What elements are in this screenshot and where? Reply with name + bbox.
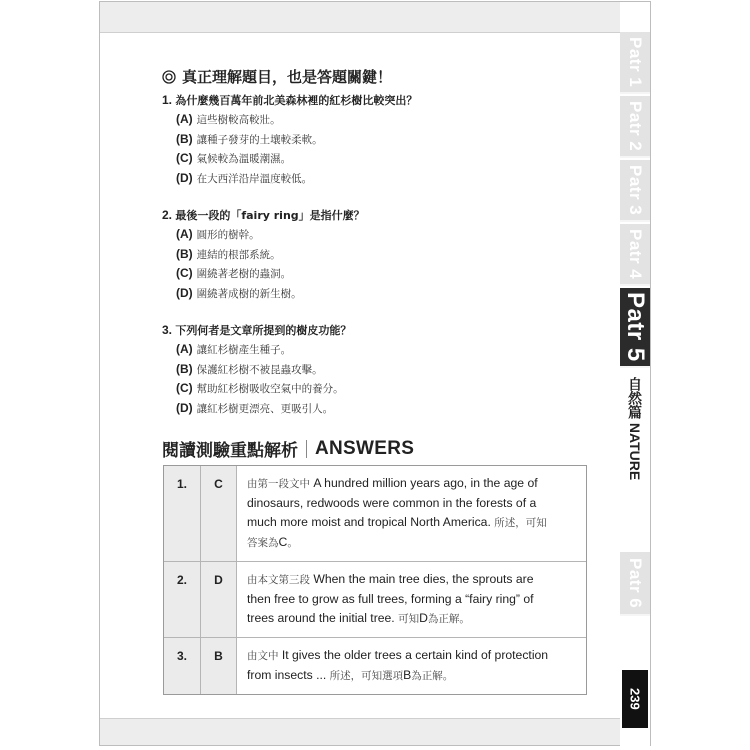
answers-title-en: ANSWERS bbox=[315, 437, 415, 459]
explanation-line bbox=[247, 494, 578, 513]
option-text: 在大西洋沿岸溫度較低。 bbox=[196, 172, 313, 185]
option-item bbox=[162, 264, 592, 284]
answers-table bbox=[163, 465, 587, 695]
chapter-tab: Patr 4 bbox=[620, 224, 650, 286]
question-block bbox=[162, 321, 592, 418]
option-letter: (D) bbox=[176, 170, 193, 185]
explanation-zh: 為正解。 bbox=[411, 670, 454, 682]
explanation-en: A hundred million years ago, in the age of bbox=[313, 476, 538, 490]
option-letter: (D) bbox=[176, 285, 193, 300]
chapter-tab: Patr 2 bbox=[620, 96, 650, 158]
question-number: 3. bbox=[162, 323, 176, 337]
explanation-en: dinosaurs, redwoods were common in the forests of a bbox=[247, 496, 537, 510]
option-item bbox=[162, 379, 592, 399]
answer-row bbox=[164, 466, 586, 562]
explanation-en: trees around the initial tree. bbox=[247, 611, 399, 625]
answer-number: 3. bbox=[164, 638, 200, 694]
question-body: 下列何者是文章所提到的樹皮功能？ bbox=[175, 324, 352, 337]
option-text: 圍繞著老樹的蟲洞。 bbox=[196, 268, 292, 280]
option-text: 圍繞著成樹的新生樹。 bbox=[196, 287, 302, 300]
option-letter: (C) bbox=[176, 381, 193, 395]
answer-row bbox=[164, 638, 586, 694]
option-item bbox=[162, 360, 592, 380]
explanation-line bbox=[247, 646, 578, 666]
question-text bbox=[162, 206, 592, 225]
question-number: 1. bbox=[162, 93, 176, 107]
explanation-zh: 為正解。 bbox=[427, 613, 470, 625]
title-divider bbox=[306, 440, 307, 458]
option-text: 讓紅杉樹更漂亮、更吸引人。 bbox=[196, 402, 334, 415]
option-letter: (A) bbox=[176, 342, 193, 356]
option-item bbox=[162, 399, 592, 419]
explanation-en: C bbox=[278, 535, 288, 549]
option-text: 幫助紅杉樹吸收空氣中的養分。 bbox=[196, 383, 344, 395]
answer-number: 1. bbox=[164, 466, 200, 561]
explanation-en: from insects ... bbox=[247, 668, 330, 682]
option-letter: (B) bbox=[176, 131, 193, 146]
explanation-en: much more moist and tropical North America. bbox=[247, 515, 495, 529]
section-heading-text: 真正理解題目，也是答題關鍵！ bbox=[182, 68, 393, 86]
explanation-line bbox=[247, 666, 578, 686]
option-text: 讓紅杉樹產生種子。 bbox=[196, 344, 292, 356]
explanation-zh: 。 bbox=[287, 537, 298, 549]
option-item bbox=[162, 149, 592, 169]
explanation-line bbox=[247, 590, 578, 609]
question-text bbox=[162, 91, 592, 110]
option-text: 讓種子發芽的土壤較柔軟。 bbox=[196, 133, 323, 146]
answer-explanation bbox=[236, 466, 586, 561]
option-item bbox=[162, 340, 592, 360]
explanation-zh: 可知 bbox=[398, 613, 420, 625]
answer-letter: D bbox=[200, 562, 236, 637]
answer-number: 2. bbox=[164, 562, 200, 637]
explanation-zh: 所述，可知選項 bbox=[329, 670, 404, 682]
explanation-zh: 所述，可知 bbox=[494, 517, 547, 529]
option-item bbox=[162, 284, 592, 304]
question-block bbox=[162, 91, 592, 188]
option-text: 這些樹較高較壯。 bbox=[196, 114, 281, 126]
page-number: 239 bbox=[622, 670, 648, 728]
explanation-en: D bbox=[419, 611, 428, 625]
answer-explanation bbox=[236, 638, 586, 694]
answers-title bbox=[162, 436, 414, 461]
option-letter: (D) bbox=[176, 400, 193, 415]
chapter-tab: Patr 1 bbox=[620, 32, 650, 94]
question-number: 2. bbox=[162, 208, 176, 222]
answer-row bbox=[164, 562, 586, 638]
explanation-en: then free to grow as full trees, forming a “fairy ring” of bbox=[247, 592, 534, 606]
option-text: 圓形的樹幹。 bbox=[196, 229, 260, 241]
answer-letter: B bbox=[200, 638, 236, 694]
chapter-tab: Patr 6 bbox=[620, 552, 650, 616]
tab-section-label: 自然篇 NATURE bbox=[627, 377, 643, 481]
page-bottom-band bbox=[100, 718, 620, 745]
answers-title-zh: 閱讀測驗重點解析 bbox=[162, 441, 298, 461]
answer-letter: C bbox=[200, 466, 236, 561]
option-text: 氣候較為溫暖潮濕。 bbox=[196, 153, 292, 165]
question-body: 最後一段的「fairy ring」是指什麼？ bbox=[175, 209, 365, 222]
explanation-zh: 由本文第三段 bbox=[247, 574, 314, 586]
option-text: 連結的根部系統。 bbox=[196, 248, 281, 261]
explanation-en: B bbox=[403, 668, 412, 682]
explanation-en: When the main tree dies, the sprouts are bbox=[313, 572, 534, 586]
explanation-zh: 由文中 bbox=[247, 650, 282, 662]
explanation-line bbox=[247, 533, 578, 553]
option-item bbox=[162, 225, 592, 245]
explanation-line bbox=[247, 609, 578, 629]
option-letter: (C) bbox=[176, 151, 193, 165]
question-body: 為什麼幾百萬年前北美森林裡的紅杉樹比較突出？ bbox=[175, 94, 418, 107]
explanation-zh: 答案為 bbox=[247, 537, 279, 549]
double-circle-icon bbox=[162, 70, 176, 84]
option-item bbox=[162, 169, 592, 189]
answer-explanation bbox=[236, 562, 586, 637]
chapter-tab: Patr 3 bbox=[620, 160, 650, 222]
explanation-zh: 由第一段文中 bbox=[247, 478, 314, 490]
option-letter: (A) bbox=[176, 112, 193, 126]
explanation-line bbox=[247, 513, 578, 533]
option-item bbox=[162, 130, 592, 150]
option-item bbox=[162, 245, 592, 265]
option-text: 保護紅杉樹不被昆蟲攻擊。 bbox=[196, 363, 323, 376]
question-text bbox=[162, 321, 592, 340]
option-letter: (C) bbox=[176, 266, 193, 280]
question-list bbox=[162, 91, 592, 436]
option-letter: (B) bbox=[176, 246, 193, 261]
chapter-tab: Patr 5 bbox=[620, 288, 650, 368]
page-top-band bbox=[100, 2, 620, 33]
chapter-tabs bbox=[620, 2, 650, 747]
textbook-page bbox=[99, 1, 651, 746]
explanation-en: It gives the older trees a certain kind of protection bbox=[281, 648, 549, 662]
section-heading bbox=[162, 66, 392, 87]
explanation-line bbox=[247, 570, 578, 590]
explanation-line bbox=[247, 474, 578, 494]
question-block bbox=[162, 206, 592, 303]
option-letter: (A) bbox=[176, 227, 193, 241]
option-item bbox=[162, 110, 592, 130]
option-letter: (B) bbox=[176, 361, 193, 376]
